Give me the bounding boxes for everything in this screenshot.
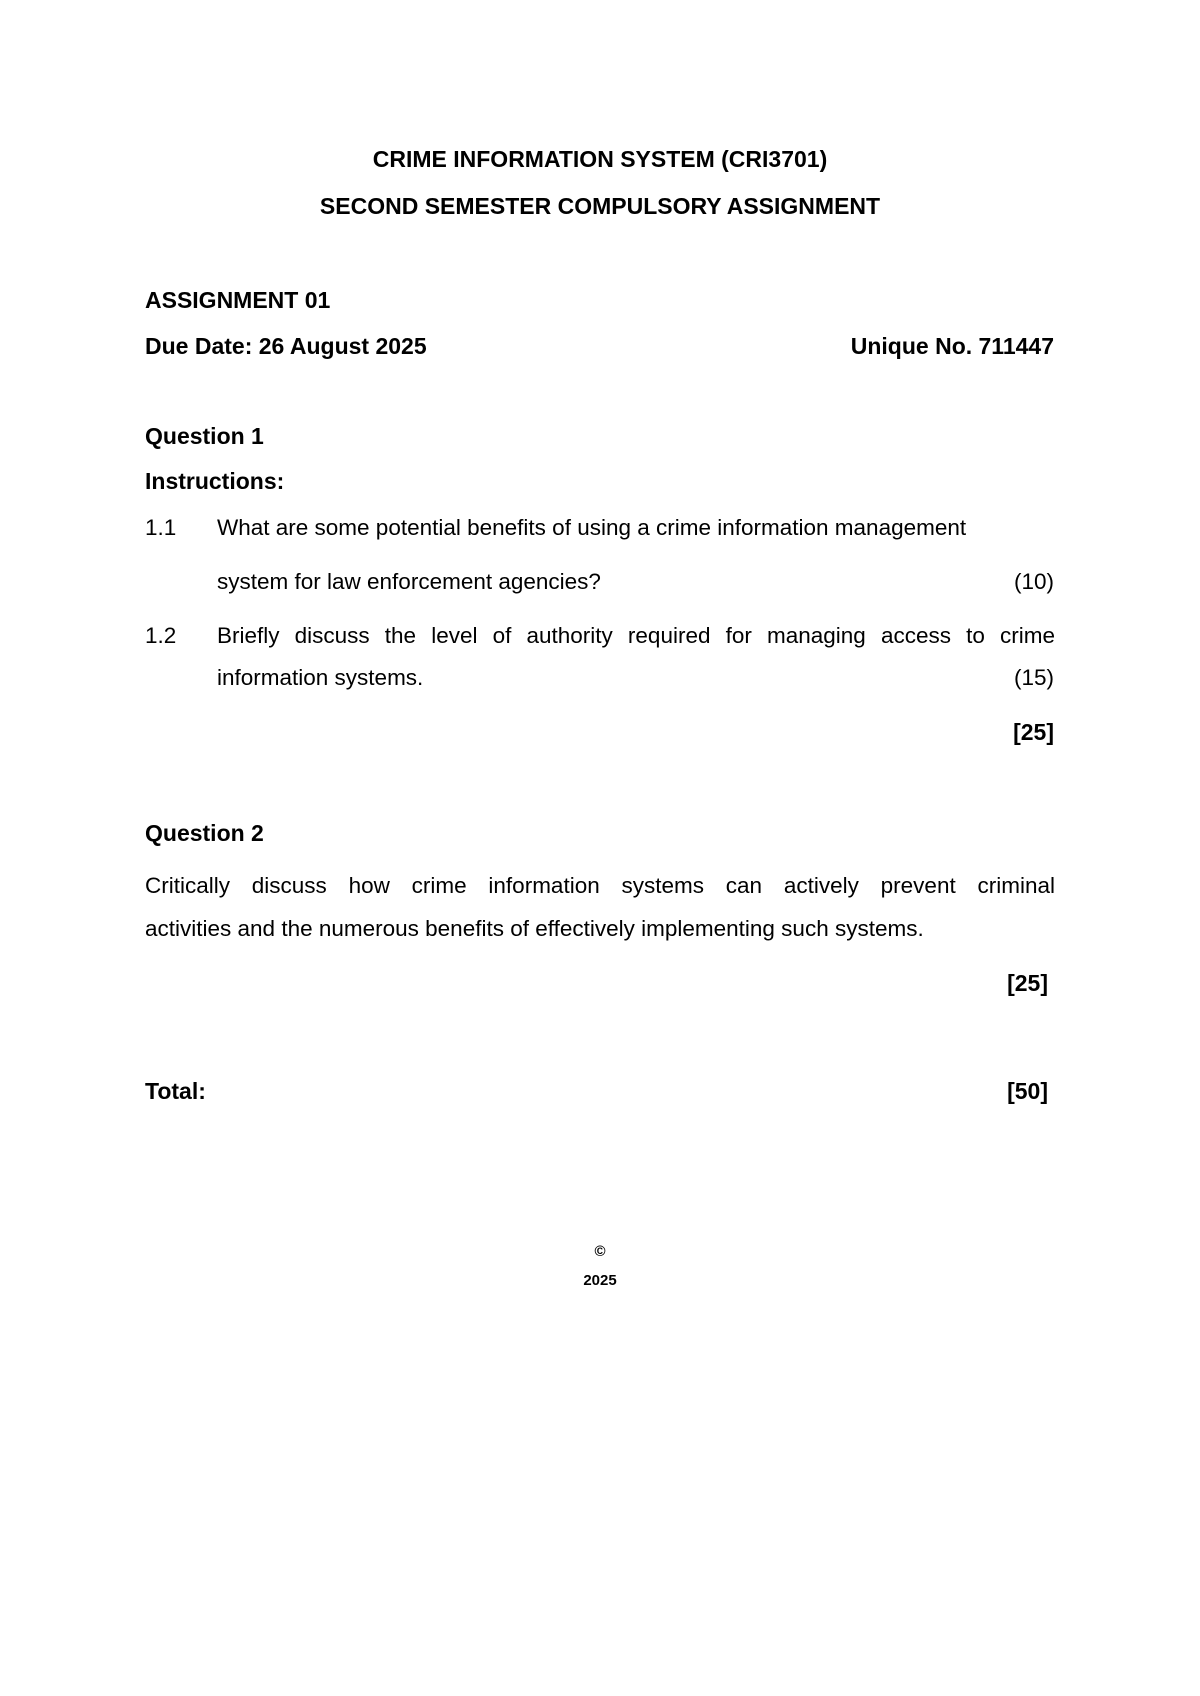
question-1-total: [25] <box>1013 719 1054 745</box>
question-1-1-number: 1.1 <box>145 515 177 540</box>
course-title: CRIME INFORMATION SYSTEM (CRI3701) <box>372 146 828 172</box>
question-1-1-marks: (10) <box>1013 569 1054 594</box>
question-1-1-line1: What are some potential benefits of using a crime information management <box>217 515 967 540</box>
question-2-heading: Question 2 <box>145 820 264 846</box>
total-label: Total: <box>145 1078 206 1104</box>
question-2-total: [25] <box>1007 970 1048 996</box>
question-1-2-number: 1.2 <box>145 623 177 648</box>
unique-number: Unique No. 711447 <box>850 333 1054 359</box>
assignment-subtitle: SECOND SEMESTER COMPULSORY ASSIGNMENT <box>319 193 881 219</box>
question-2-line1: Critically discuss how crime information systems can actively prevent criminal <box>145 873 1055 898</box>
question-2-line2: activities and the numerous benefits of effectively implementing such systems. <box>145 916 924 941</box>
question-1-1-line2: system for law enforcement agencies? <box>217 569 601 594</box>
question-1-2-line1: Briefly discuss the level of authority required for managing access to crime <box>217 623 1055 648</box>
copyright-year: 2025 <box>583 1272 617 1289</box>
question-1-heading: Question 1 <box>145 423 264 449</box>
instructions-label: Instructions: <box>145 468 285 494</box>
assignment-label: ASSIGNMENT 01 <box>145 287 331 313</box>
question-1-2-marks: (15) <box>1013 665 1054 690</box>
due-date: Due Date: 26 August 2025 <box>145 333 427 359</box>
total-value: [50] <box>1007 1078 1048 1104</box>
question-1-2-line2: information systems. <box>217 665 424 690</box>
copyright-symbol: © <box>594 1243 606 1260</box>
